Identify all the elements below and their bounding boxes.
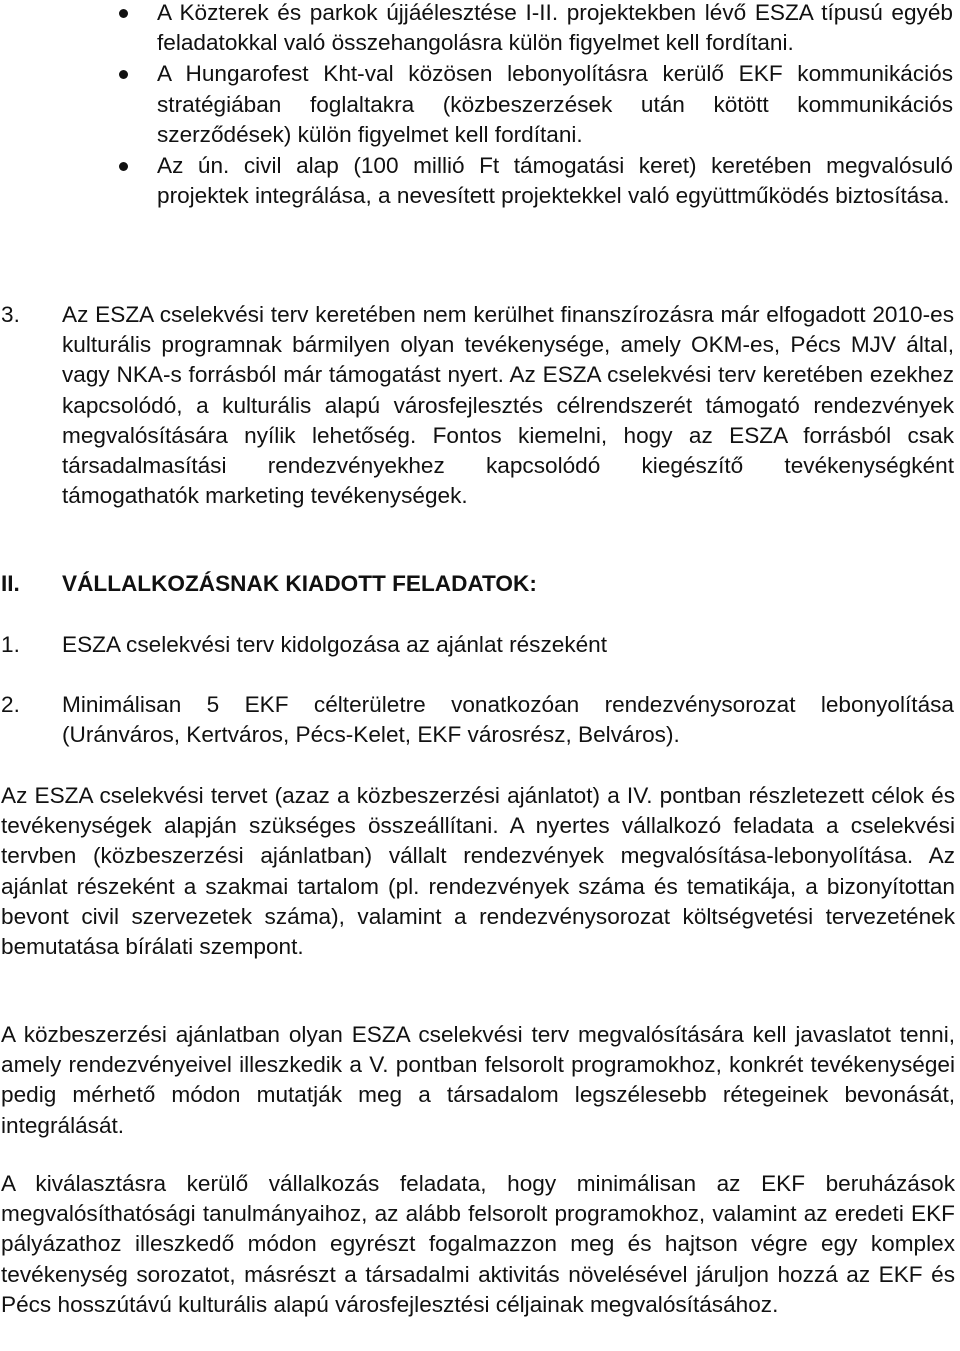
bullet-text: Az ún. civil alap (100 millió Ft támogatási keret) keretében megvalósuló projektek integrálása, a nevesített projektekkel való együttműködés biztosítása. xyxy=(157,153,953,209)
section-number: II. xyxy=(1,571,20,596)
section-title: VÁLLALKOZÁSNAK KIADOTT FELADATOK: xyxy=(62,571,537,596)
bullet-text: A Hungarofest Kht-val közösen lebonyolításra kerülő EKF kommunikációs stratégiában foglaltakra (közbeszerzések után kötött kommunikációs szerződések) külön figyelmet kell fordítani. xyxy=(157,61,953,147)
bullet-item xyxy=(157,59,953,150)
section-heading xyxy=(0,569,960,599)
task-text: ESZA cselekvési terv kidolgozása az ajánlat részeként xyxy=(62,632,608,657)
task-number: 2. xyxy=(1,692,20,717)
item-number: 3. xyxy=(1,302,20,327)
item-text: Az ESZA cselekvési terv keretében nem kerülhet finanszírozásra már elfogadott 2010-es kulturális programnak bármilyen olyan tevékenysége, amely OKM-es, Pécs MJV által, vagy NKA-s forrásból már támogatást nyert. Az ESZA cselekvési terv keretében ezekhez kapcsolódó, a kulturális alapú városfejlesztés célrendszerét támogató rendezvények megvalósítására nyílik lehetőség. Fontos kiemelni, hogy az ESZA forrásból csak társadalmasítási rendezvényekhez kapcsolódó kiegészítő tevékenységként támogathatók marketing tevékenységek. xyxy=(62,302,954,509)
bullet-list xyxy=(0,0,960,212)
bullet-dot-icon xyxy=(119,162,128,171)
paragraph: A kiválasztásra kerülő vállalkozás feladata, hogy minimálisan az EKF beruházások megvalósíthatósági tanulmányaihoz, az alább felsorolt programokhoz, valamint az eredeti EKF pályázathoz illeszkedő módon egyrészt fogalmazzon meg és hajtson végre egy komplex tevékenység sorozatot, másrészt a társadalmi aktivitás növelésével járuljon hozzá az EKF és Pécs hosszútávú kulturális alapú városfejlesztési céljainak megvalósításához. xyxy=(1,1171,955,1317)
task-item xyxy=(0,630,960,660)
bullet-dot-icon xyxy=(119,9,128,18)
paragraph: Az ESZA cselekvési tervet (azaz a közbeszerzési ajánlatot) a IV. pontban részletezett célok és tevékenységek alapján szükséges összeállítani. A nyertes vállalkozó feladata a cselekvési tervben (közbeszerzési ajánlatban) vállalt rendezvények megvalósítása-lebonyolítása. Az ajánlat részeként a szakmai tartalom (pl. rendezvények száma és tematikája, a bizonyítottan bevont civil szervezetek száma), valamint a rendezvénysorozat költségvetési tervezetének bemutatása bírálati szempont. xyxy=(1,783,955,960)
bullet-item xyxy=(157,151,953,211)
task-item xyxy=(0,690,960,750)
bullet-dot-icon xyxy=(119,70,128,79)
bullet-item xyxy=(157,0,953,58)
paragraph: A közbeszerzési ajánlatban olyan ESZA cselekvési terv megvalósítására kell javaslatot tenni, amely rendezvényeivel illeszkedik a V. pontban felsorolt programokhoz, konkrét tevékenységei pedig mérhető módon mutatják meg a társadalom legszélesebb rétegeinek bevonását, integrálását. xyxy=(1,1022,955,1138)
task-text: Minimálisan 5 EKF célterületre vonatkozóan rendezvénysorozat lebonyolítása (Uránváros, Kertváros, Pécs-Kelet, EKF városrész, Belváros). xyxy=(62,692,954,748)
bullet-text: A Közterek és parkok újjáélesztése I-II. projektekben lévő ESZA típusú egyéb feladatokkal való összehangolásra külön figyelmet kell fordítani. xyxy=(157,0,953,56)
task-number: 1. xyxy=(1,632,20,657)
numbered-item-3 xyxy=(0,300,960,511)
